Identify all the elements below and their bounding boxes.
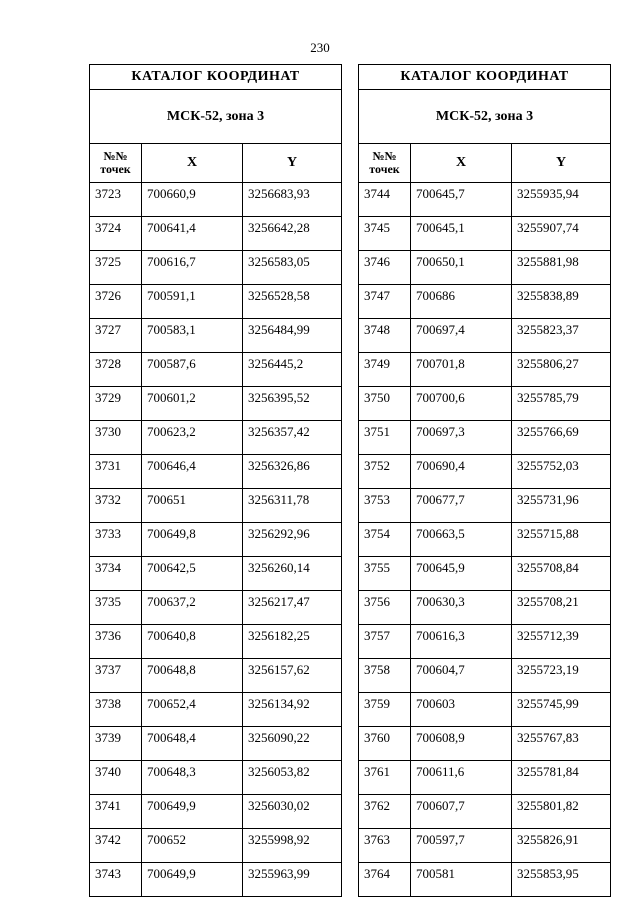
x-coordinate-cell: 700649,8 — [142, 523, 243, 557]
table-row — [90, 455, 342, 489]
point-number-cell: 3750 — [359, 387, 411, 421]
page-number: 230 — [310, 40, 330, 55]
point-number-cell: 3753 — [359, 489, 411, 523]
y-coordinate-cell: 3256484,99 — [243, 319, 342, 353]
table-row — [359, 625, 611, 659]
point-number-cell: 3744 — [359, 183, 411, 217]
column-header-y: Y — [243, 144, 342, 183]
table-row — [90, 353, 342, 387]
x-coordinate-cell: 700700,6 — [411, 387, 512, 421]
y-coordinate-cell: 3256182,25 — [243, 625, 342, 659]
y-coordinate-cell: 3256157,62 — [243, 659, 342, 693]
x-coordinate-cell: 700645,1 — [411, 217, 512, 251]
point-number-cell: 3737 — [90, 659, 142, 693]
table-row — [90, 183, 342, 217]
y-coordinate-cell: 3255998,92 — [243, 829, 342, 863]
point-number-cell: 3751 — [359, 421, 411, 455]
table-row — [359, 217, 611, 251]
table-row — [90, 795, 342, 829]
table-row — [359, 659, 611, 693]
coordinate-system-label: МСК-52, зона 3 — [359, 90, 611, 144]
point-number-cell: 3733 — [90, 523, 142, 557]
point-number-cell: 3752 — [359, 455, 411, 489]
y-coordinate-cell: 3255801,82 — [512, 795, 611, 829]
x-coordinate-cell: 700587,6 — [142, 353, 243, 387]
x-coordinate-cell: 700597,7 — [411, 829, 512, 863]
point-number-cell: 3734 — [90, 557, 142, 591]
point-number-header-line1: №№ — [372, 149, 397, 163]
x-coordinate-cell: 700607,7 — [411, 795, 512, 829]
table-row — [359, 727, 611, 761]
y-coordinate-cell: 3255752,03 — [512, 455, 611, 489]
table-row — [359, 591, 611, 625]
table-row — [90, 693, 342, 727]
point-number-cell: 3749 — [359, 353, 411, 387]
y-coordinate-cell: 3255712,39 — [512, 625, 611, 659]
table-row — [90, 523, 342, 557]
point-number-cell: 3760 — [359, 727, 411, 761]
y-coordinate-cell: 3255853,95 — [512, 863, 611, 897]
point-number-cell: 3724 — [90, 217, 142, 251]
x-coordinate-cell: 700648,3 — [142, 761, 243, 795]
y-coordinate-cell: 3256326,86 — [243, 455, 342, 489]
coordinate-catalog-table-right — [358, 64, 611, 897]
x-coordinate-cell: 700650,1 — [411, 251, 512, 285]
y-coordinate-cell: 3255838,89 — [512, 285, 611, 319]
y-coordinate-cell: 3255907,74 — [512, 217, 611, 251]
table-row — [90, 659, 342, 693]
y-coordinate-cell: 3255781,84 — [512, 761, 611, 795]
point-number-cell: 3743 — [90, 863, 142, 897]
point-number-cell: 3747 — [359, 285, 411, 319]
point-number-cell: 3757 — [359, 625, 411, 659]
point-number-header-line2: точек — [369, 162, 400, 176]
table-row — [359, 489, 611, 523]
y-coordinate-cell: 3256090,22 — [243, 727, 342, 761]
point-number-cell: 3756 — [359, 591, 411, 625]
y-coordinate-cell: 3255723,19 — [512, 659, 611, 693]
x-coordinate-cell: 700630,3 — [411, 591, 512, 625]
point-number-cell: 3763 — [359, 829, 411, 863]
y-coordinate-cell: 3256311,78 — [243, 489, 342, 523]
point-number-cell: 3759 — [359, 693, 411, 727]
y-coordinate-cell: 3256134,92 — [243, 693, 342, 727]
y-coordinate-cell: 3255745,99 — [512, 693, 611, 727]
point-number-cell: 3723 — [90, 183, 142, 217]
column-header-point-number — [90, 144, 142, 183]
table-row — [90, 591, 342, 625]
x-coordinate-cell: 700648,4 — [142, 727, 243, 761]
y-coordinate-cell: 3256217,47 — [243, 591, 342, 625]
x-coordinate-cell: 700645,9 — [411, 557, 512, 591]
table-row — [90, 557, 342, 591]
table-row — [359, 285, 611, 319]
x-coordinate-cell: 700697,4 — [411, 319, 512, 353]
table-row — [359, 761, 611, 795]
point-number-cell: 3732 — [90, 489, 142, 523]
x-coordinate-cell: 700651 — [142, 489, 243, 523]
y-coordinate-cell: 3256528,58 — [243, 285, 342, 319]
point-number-cell: 3728 — [90, 353, 142, 387]
y-coordinate-cell: 3256683,93 — [243, 183, 342, 217]
table-body — [90, 183, 342, 897]
point-number-cell: 3758 — [359, 659, 411, 693]
point-number-cell: 3746 — [359, 251, 411, 285]
x-coordinate-cell: 700616,7 — [142, 251, 243, 285]
point-number-cell: 3725 — [90, 251, 142, 285]
x-coordinate-cell: 700677,7 — [411, 489, 512, 523]
x-coordinate-cell: 700652,4 — [142, 693, 243, 727]
table-row — [90, 863, 342, 897]
column-header-x: X — [411, 144, 512, 183]
x-coordinate-cell: 700581 — [411, 863, 512, 897]
table-row — [359, 523, 611, 557]
table-row — [359, 387, 611, 421]
point-number-cell: 3726 — [90, 285, 142, 319]
y-coordinate-cell: 3256445,2 — [243, 353, 342, 387]
table-row — [90, 727, 342, 761]
x-coordinate-cell: 700652 — [142, 829, 243, 863]
y-coordinate-cell: 3256030,02 — [243, 795, 342, 829]
x-coordinate-cell: 700686 — [411, 285, 512, 319]
table-row — [90, 829, 342, 863]
point-number-cell: 3754 — [359, 523, 411, 557]
y-coordinate-cell: 3256357,42 — [243, 421, 342, 455]
y-coordinate-cell: 3255963,99 — [243, 863, 342, 897]
coordinate-catalog-table-left — [89, 64, 342, 897]
x-coordinate-cell: 700601,2 — [142, 387, 243, 421]
table-row — [90, 217, 342, 251]
point-number-header-line2: точек — [100, 162, 131, 176]
point-number-cell: 3740 — [90, 761, 142, 795]
table-row — [90, 761, 342, 795]
point-number-cell: 3729 — [90, 387, 142, 421]
y-coordinate-cell: 3255731,96 — [512, 489, 611, 523]
x-coordinate-cell: 700616,3 — [411, 625, 512, 659]
point-number-cell: 3761 — [359, 761, 411, 795]
y-coordinate-cell: 3255785,79 — [512, 387, 611, 421]
x-coordinate-cell: 700697,3 — [411, 421, 512, 455]
table-row — [359, 795, 611, 829]
point-number-cell: 3764 — [359, 863, 411, 897]
x-coordinate-cell: 700663,5 — [411, 523, 512, 557]
point-number-cell: 3727 — [90, 319, 142, 353]
point-number-cell: 3755 — [359, 557, 411, 591]
table-row — [359, 421, 611, 455]
table-row — [90, 387, 342, 421]
table-row — [359, 455, 611, 489]
table-row — [359, 183, 611, 217]
x-coordinate-cell: 700591,1 — [142, 285, 243, 319]
point-number-cell: 3739 — [90, 727, 142, 761]
y-coordinate-cell: 3256260,14 — [243, 557, 342, 591]
column-header-x: X — [142, 144, 243, 183]
y-coordinate-cell: 3256583,05 — [243, 251, 342, 285]
y-coordinate-cell: 3255767,83 — [512, 727, 611, 761]
catalog-title: КАТАЛОГ КООРДИНАТ — [90, 65, 342, 90]
x-coordinate-cell: 700608,9 — [411, 727, 512, 761]
y-coordinate-cell: 3256642,28 — [243, 217, 342, 251]
point-number-cell: 3731 — [90, 455, 142, 489]
table-row — [90, 625, 342, 659]
x-coordinate-cell: 700637,2 — [142, 591, 243, 625]
table-body — [359, 183, 611, 897]
x-coordinate-cell: 700645,7 — [411, 183, 512, 217]
x-coordinate-cell: 700701,8 — [411, 353, 512, 387]
table-row — [359, 863, 611, 897]
y-coordinate-cell: 3255823,37 — [512, 319, 611, 353]
y-coordinate-cell: 3255881,98 — [512, 251, 611, 285]
x-coordinate-cell: 700623,2 — [142, 421, 243, 455]
table-row — [90, 421, 342, 455]
x-coordinate-cell: 700611,6 — [411, 761, 512, 795]
x-coordinate-cell: 700649,9 — [142, 795, 243, 829]
point-number-cell: 3745 — [359, 217, 411, 251]
column-header-y: Y — [512, 144, 611, 183]
y-coordinate-cell: 3255766,69 — [512, 421, 611, 455]
x-coordinate-cell: 700649,9 — [142, 863, 243, 897]
point-number-cell: 3742 — [90, 829, 142, 863]
x-coordinate-cell: 700603 — [411, 693, 512, 727]
table-row — [90, 319, 342, 353]
y-coordinate-cell: 3256395,52 — [243, 387, 342, 421]
x-coordinate-cell: 700641,4 — [142, 217, 243, 251]
point-number-header-line1: №№ — [103, 149, 128, 163]
x-coordinate-cell: 700642,5 — [142, 557, 243, 591]
table-row — [359, 353, 611, 387]
catalog-title: КАТАЛОГ КООРДИНАТ — [359, 65, 611, 90]
point-number-cell: 3748 — [359, 319, 411, 353]
coordinate-system-label: МСК-52, зона 3 — [90, 90, 342, 144]
y-coordinate-cell: 3255715,88 — [512, 523, 611, 557]
table-row — [359, 251, 611, 285]
x-coordinate-cell: 700648,8 — [142, 659, 243, 693]
y-coordinate-cell: 3256292,96 — [243, 523, 342, 557]
table-row — [359, 557, 611, 591]
point-number-cell: 3741 — [90, 795, 142, 829]
y-coordinate-cell: 3255935,94 — [512, 183, 611, 217]
table-row — [90, 489, 342, 523]
point-number-cell: 3736 — [90, 625, 142, 659]
table-row — [359, 319, 611, 353]
y-coordinate-cell: 3255806,27 — [512, 353, 611, 387]
x-coordinate-cell: 700640,8 — [142, 625, 243, 659]
x-coordinate-cell: 700690,4 — [411, 455, 512, 489]
table-row — [90, 285, 342, 319]
column-header-point-number — [359, 144, 411, 183]
y-coordinate-cell: 3255826,91 — [512, 829, 611, 863]
y-coordinate-cell: 3255708,84 — [512, 557, 611, 591]
x-coordinate-cell: 700604,7 — [411, 659, 512, 693]
point-number-cell: 3738 — [90, 693, 142, 727]
table-row — [359, 693, 611, 727]
y-coordinate-cell: 3255708,21 — [512, 591, 611, 625]
point-number-cell: 3762 — [359, 795, 411, 829]
point-number-cell: 3730 — [90, 421, 142, 455]
x-coordinate-cell: 700660,9 — [142, 183, 243, 217]
table-row — [359, 829, 611, 863]
x-coordinate-cell: 700583,1 — [142, 319, 243, 353]
y-coordinate-cell: 3256053,82 — [243, 761, 342, 795]
table-row — [90, 251, 342, 285]
point-number-cell: 3735 — [90, 591, 142, 625]
x-coordinate-cell: 700646,4 — [142, 455, 243, 489]
